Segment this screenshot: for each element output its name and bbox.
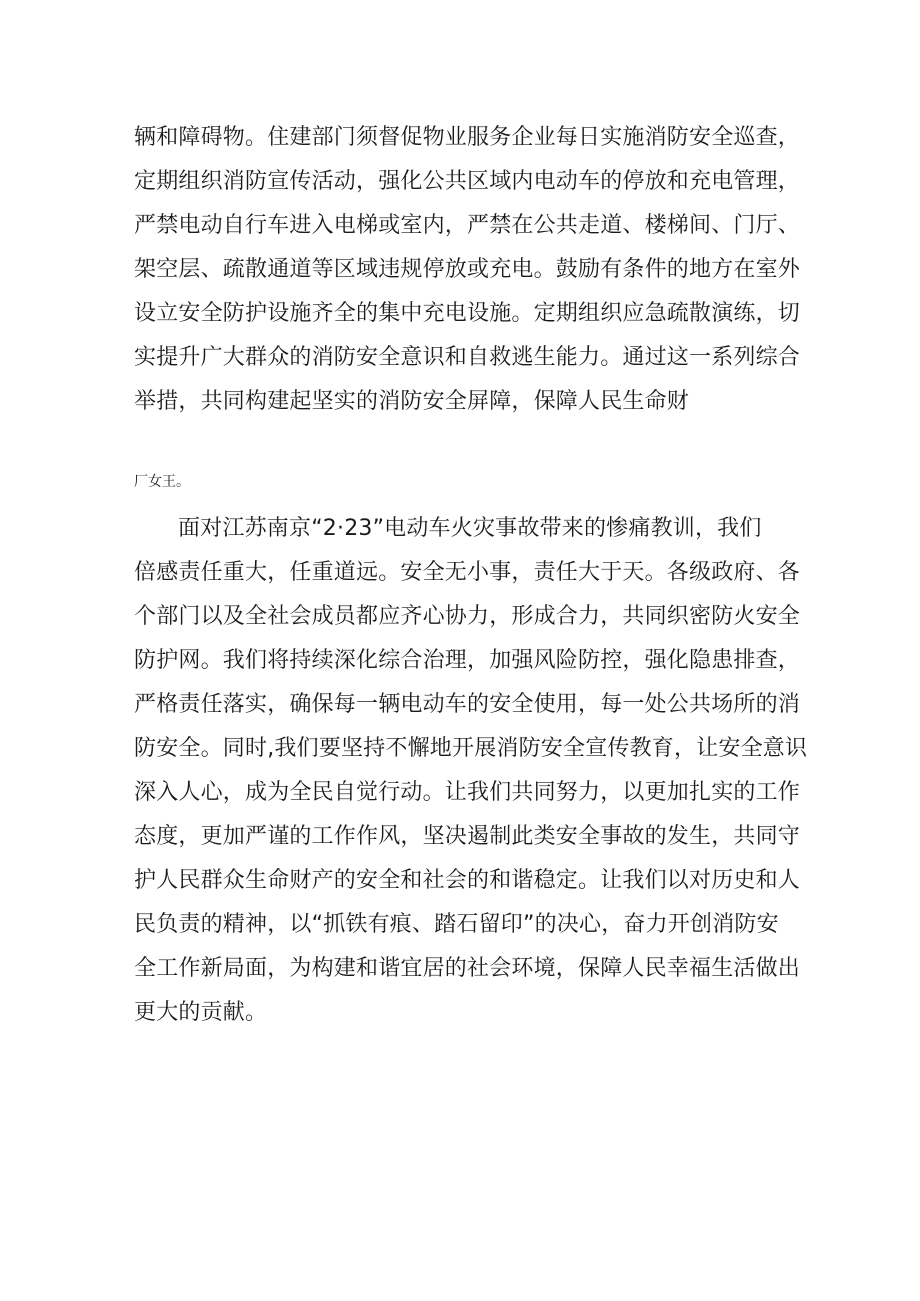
text-line: 倍感责任重大，任重道远。安全无小事，责任大于天。各级政府、各 (134, 560, 801, 585)
text-line: 架空层、疏散通道等区域违规停放或充电。鼓励有条件的地方在室外 (134, 257, 801, 282)
text-line: 护人民群众生命财产的安全和社会的和谐稳定。让我们以对历史和人 (134, 868, 801, 893)
text-line: 防护网。我们将持续深化综合治理，加强风险防控，强化隐患排查， (134, 648, 801, 673)
paragraph-2 (134, 507, 834, 1035)
text-fragment: 厂女王。 (134, 474, 190, 490)
text-line: 实提升广大群众的消防安全意识和自救逃生能力。通过这一系列综合 (134, 345, 801, 370)
text-line: 全工作新局面，为构建和谐宜居的社会环境，保障人民幸福生活做出 (134, 956, 801, 981)
text-line: 防安全。同时,我们要坚持不懈地开展消防安全宣传教育，让安全意识 (134, 736, 808, 761)
text-line: 严禁电动自行车进入电梯或室内，严禁在公共走道、楼梯间、门厅、 (134, 213, 801, 238)
text-line: 辆和障碍物。住建部门须督促物业服务企业每日实施消防安全巡查， (134, 125, 801, 150)
text-line: 深入人心，成为全民自觉行动。让我们共同努力，以更加扎实的工作 (134, 780, 801, 805)
text-line: 态度，更加严谨的工作作风，坚决遏制此类安全事故的发生，共同守 (134, 824, 801, 849)
paragraph-1 (134, 116, 834, 424)
text-line: 民负责的精神，以“抓铁有痕、踏石留印”的决心，奋力开创消防安 (134, 912, 779, 937)
text-line: 更大的贡献。 (134, 1000, 268, 1025)
text-line: 举措，共同构建起坚实的消防安全屏障，保障人民生命财 (134, 389, 690, 414)
text-line: 严格责任落实，确保每一辆电动车的安全使用，每一处公共场所的消 (134, 692, 801, 717)
text-line: 个部门以及全社会成员都应齐心协力，形成合力，共同织密防火安全 (134, 604, 801, 629)
text-line: 定期组织消防宣传活动，强化公共区域内电动车的停放和充电管理， (134, 169, 801, 194)
text-line: 设立安全防护设施齐全的集中充电设施。定期组织应急疏散演练，切 (134, 301, 801, 326)
text-line: 面对江苏南京“2·23”电动车火灾事故带来的惨痛教训，我们 (178, 516, 762, 541)
